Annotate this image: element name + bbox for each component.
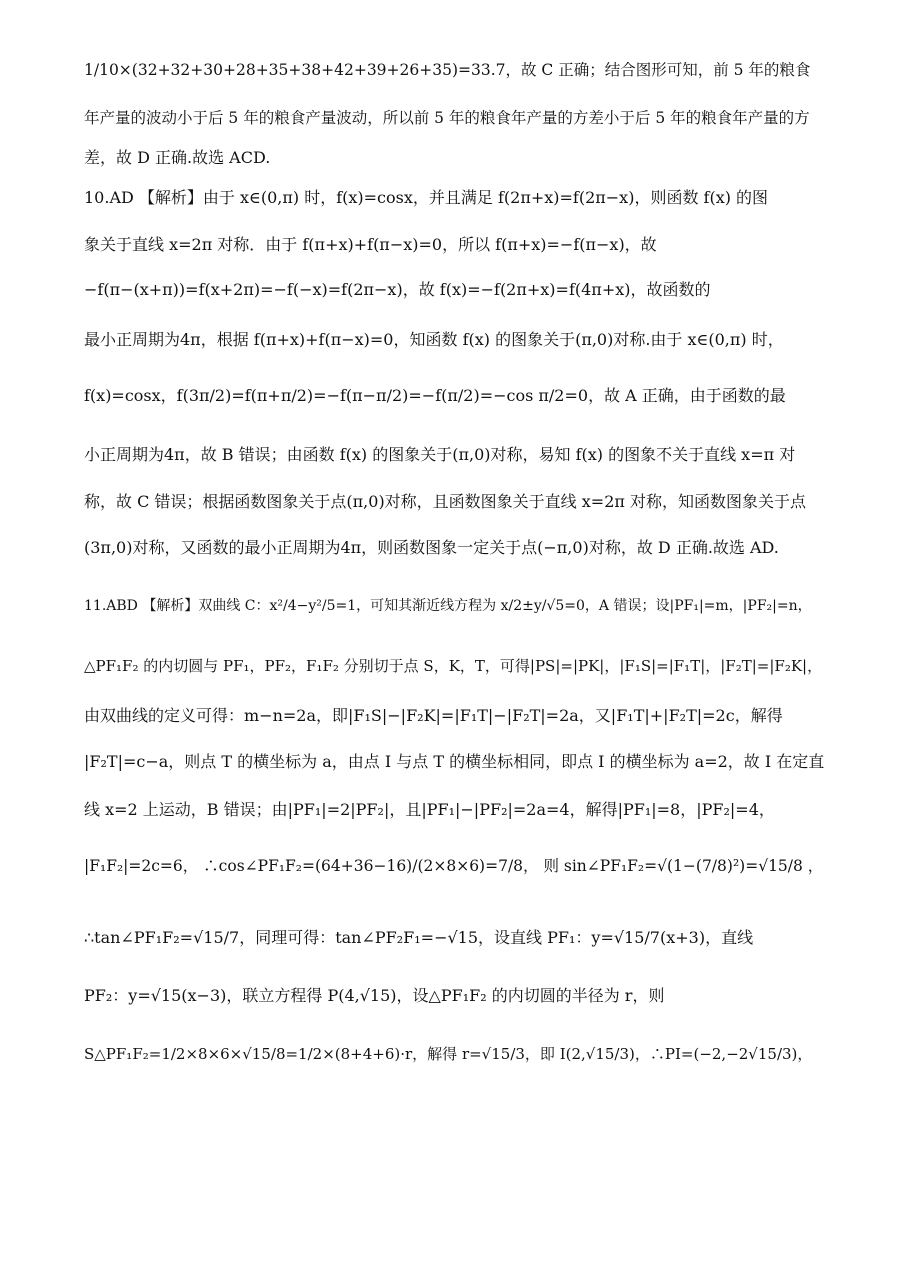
text-line-10: 称，故 C 错误；根据函数图象关于点(π,0)对称，且函数图象关于直线 x=2π 对称，知函数图象关于点	[84, 492, 806, 512]
text-line-8: f(x)=cosx，f(3π/2)=f(π+π/2)=−f(π−π/2)=−f(π/2)=−cos π/2=0，故 A 正确，由于函数的最	[84, 386, 786, 406]
text-line-14: 由双曲线的定义可得：m−n=2a，即|F₁S|−|F₂K|=|F₁T|−|F₂T|=2a，又|F₁T|+|F₂T|=2c，解得	[84, 706, 783, 726]
text-line-6: −f(π−(x+π))=f(x+2π)=−f(−x)=f(2π−x)，故 f(x)=−f(2π+x)=f(4π+x)，故函数的	[84, 280, 711, 300]
text-line-11: (3π,0)对称，又函数的最小正周期为4π，则函数图象一定关于点(−π,0)对称，故 D 正确.故选 AD.	[84, 538, 779, 558]
text-line-4: 10.AD 【解析】由于 x∈(0,π) 时，f(x)=cosx，并且满足 f(2π+x)=f(2π−x)，则函数 f(x) 的图	[84, 188, 769, 208]
text-line-17: |F₁F₂|=2c=6， ∴cos∠PF₁F₂=(64+36−16)/(2×8×6)=7/8， 则 sin∠PF₁F₂=√(1−(7/8)²)=√15/8 ，	[84, 856, 824, 875]
text-line-15: |F₂T|=c−a，则点 T 的横坐标为 a，由点 I 与点 T 的横坐标相同，即点 I 的横坐标为 a=2，故 I 在定直	[84, 752, 825, 772]
text-line-19: PF₂：y=√15(x−3)，联立方程得 P(4,√15)，设△PF₁F₂ 的内切圆的半径为 r，则	[84, 986, 665, 1006]
text-line-18: ∴tan∠PF₁F₂=√15/7，同理可得：tan∠PF₂F₁=−√15，设直线 PF₁：y=√15/7(x+3)，直线	[84, 928, 754, 948]
text-line-2: 年产量的波动小于后 5 年的粮食产量波动，所以前 5 年的粮食年产量的方差小于后 5 年的粮食年产量的方	[84, 108, 810, 127]
text-line-12: 11.ABD 【解析】双曲线 C：x²/4−y²/5=1，可知其渐近线方程为 x/2±y/√5=0，A 错误；设|PF₁|=m，|PF₂|=n，	[84, 597, 812, 614]
text-line-3: 差，故 D 正确.故选 ACD.	[84, 148, 271, 168]
text-line-7: 最小正周期为4π，根据 f(π+x)+f(π−x)=0，知函数 f(x) 的图象关于(π,0)对称.由于 x∈(0,π) 时，	[84, 330, 784, 350]
text-line-20: S△PF₁F₂=1/2×8×6×√15/8=1/2×(8+4+6)·r，解得 r=√15/3，即 I(2,√15/3)，∴PI=(−2,−2√15/3)，	[84, 1045, 813, 1063]
text-line-13: △PF₁F₂ 的内切圆与 PF₁，PF₂，F₁F₂ 分别切于点 S，K，T，可得|PS|=|PK|，|F₁S|=|F₁T|，|F₂T|=|F₂K|，	[84, 657, 823, 675]
text-line-1: 1/10×(32+32+30+28+35+38+42+39+26+35)=33.7，故 C 正确；结合图形可知，前 5 年的粮食	[84, 60, 811, 79]
text-line-5: 象关于直线 x=2π 对称．由于 f(π+x)+f(π−x)=0，所以 f(π+x)=−f(π−x)，故	[84, 235, 657, 255]
text-line-16: 线 x=2 上运动，B 错误；由|PF₁|=2|PF₂|，且|PF₁|−|PF₂|=2a=4，解得|PF₁|=8，|PF₂|=4，	[84, 800, 775, 820]
text-line-9: 小正周期为4π，故 B 错误；由函数 f(x) 的图象关于(π,0)对称，易知 f(x) 的图象不关于直线 x=π 对	[84, 445, 796, 465]
